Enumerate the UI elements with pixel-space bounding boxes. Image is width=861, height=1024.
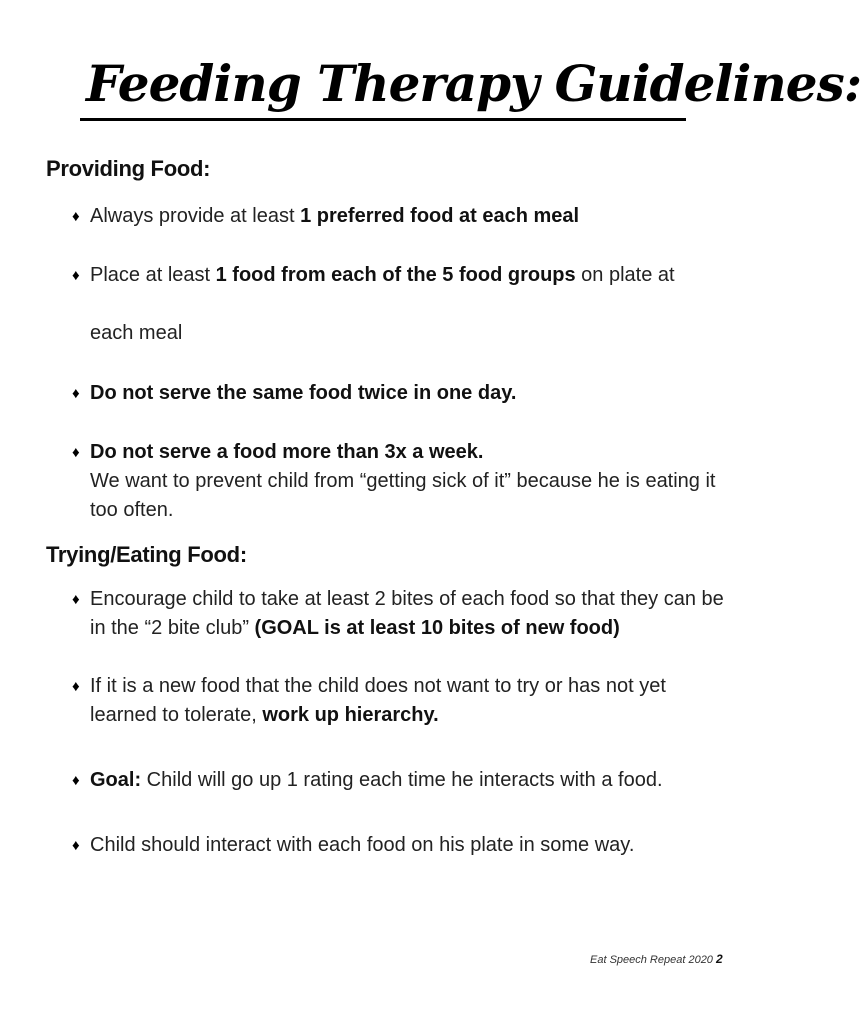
list-item: ♦ If it is a new food that the child does not want to try or has not yet learned to tolerate, work up hierarchy.	[72, 672, 732, 730]
page-number: 2	[716, 952, 723, 966]
list-item: ♦ Place at least 1 food from each of the 5 food groups on plate at	[72, 261, 732, 290]
list-item: ♦ Do not serve a food more than 3x a week. We want to prevent child from “getting sick of it” because he is eating it too often.	[72, 438, 732, 525]
list-item: ♦ Encourage child to take at least 2 bites of each food so that they can be in the “2 bite club” (GOAL is at least 10 bites of new food)	[72, 585, 732, 643]
list-item: ♦ Always provide at least 1 preferred food at each meal	[72, 202, 732, 231]
page-title	[80, 52, 861, 132]
diamond-bullet-icon: ♦	[72, 385, 80, 402]
diamond-bullet-icon: ♦	[72, 267, 80, 284]
diamond-bullet-icon: ♦	[72, 591, 80, 608]
diamond-bullet-icon: ♦	[72, 837, 80, 854]
list-item: ♦ Do not serve the same food twice in one day.	[72, 379, 732, 408]
section-heading-providing-food: Providing Food:	[46, 156, 211, 181]
list-item: ♦ Child should interact with each food on his plate in some way.	[72, 831, 732, 860]
footer-credit: Eat Speech Repeat 2020	[590, 954, 713, 966]
diamond-bullet-icon: ♦	[72, 444, 80, 461]
section-heading-trying-eating-food: Trying/Eating Food:	[46, 542, 247, 567]
diamond-bullet-icon: ♦	[72, 208, 80, 225]
diamond-bullet-icon: ♦	[72, 772, 80, 789]
diamond-bullet-icon: ♦	[72, 678, 80, 695]
list-item-continuation: each meal	[90, 322, 183, 344]
title-text: Feeding Therapy Guidelines:	[86, 54, 861, 113]
title-underline	[80, 118, 686, 121]
list-item: ♦ Goal: Child will go up 1 rating each time he interacts with a food.	[72, 766, 732, 795]
